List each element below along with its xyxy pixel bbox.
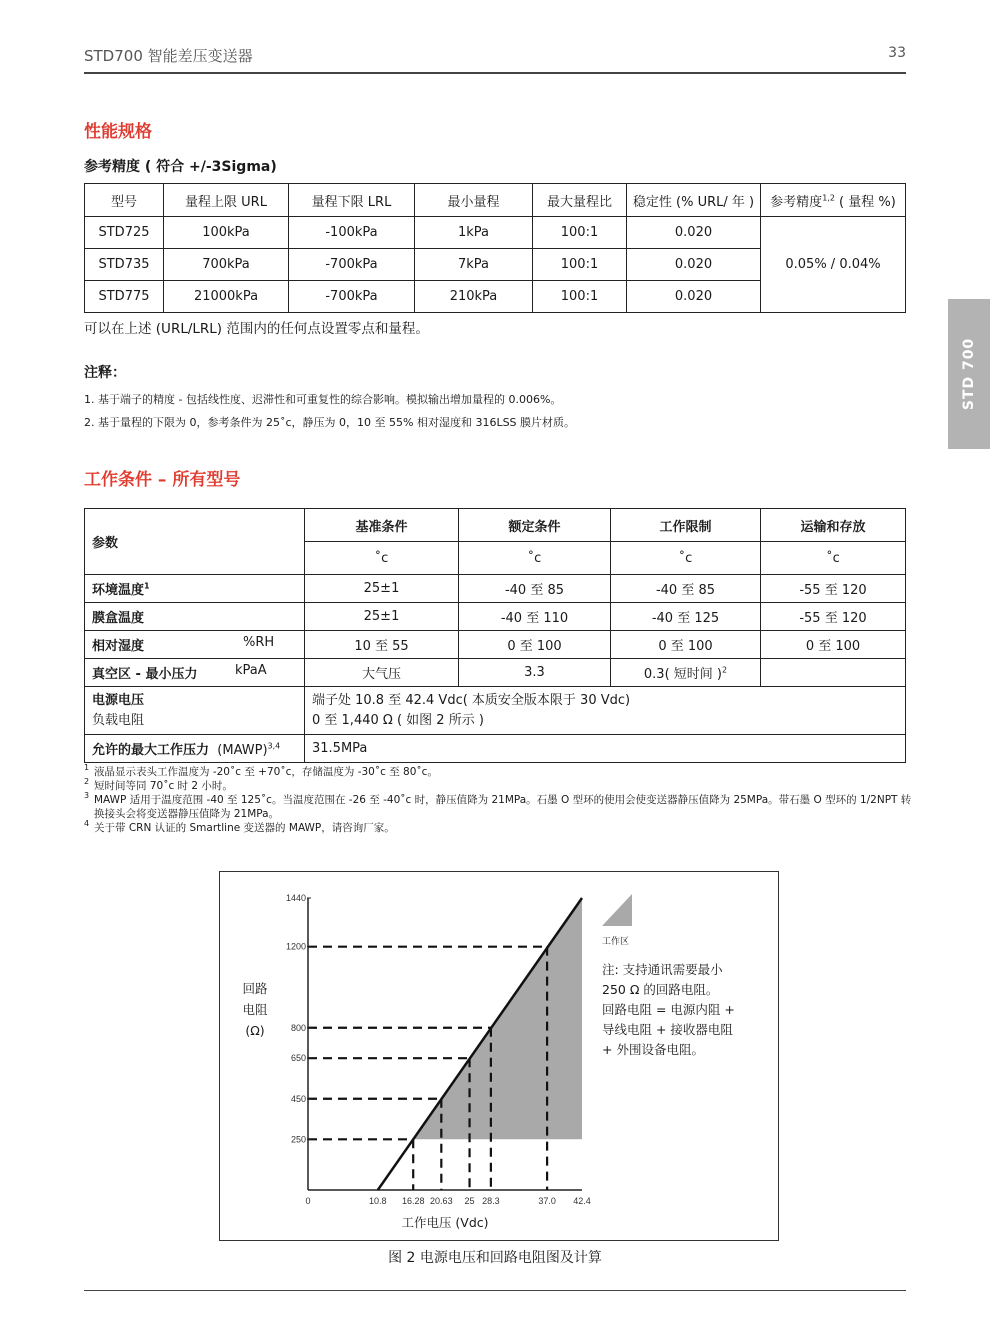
power-name-cell <box>85 687 305 735</box>
table-row <box>85 735 906 763</box>
chart-frame <box>219 871 779 1241</box>
table-cell: 100kPa <box>164 217 289 249</box>
spec-subtitle: 参考精度 ( 符合 +/-3Sigma) <box>84 159 277 175</box>
table-row <box>85 217 906 249</box>
table-cell: 25±1 <box>305 603 459 631</box>
footnote-number: 1 <box>84 763 90 772</box>
footnote-number: 4 <box>84 819 90 828</box>
ylabel-line: 电阻 <box>242 1002 268 1017</box>
param-name: 膜盒温度 <box>92 611 145 626</box>
footnote-text: 关于带 CRN 认证的 Smartline 变送器的 MAWP，请咨询厂家。 <box>94 822 395 834</box>
vacuum-limit: 0.3( 短时间 ) <box>643 667 722 682</box>
x-tick-label: 25 <box>464 1196 475 1206</box>
table-row <box>85 603 906 631</box>
param-sup: 1 <box>144 581 150 591</box>
table-cell: 21000kPa <box>164 281 289 313</box>
ylabel-line: 回路 <box>242 981 268 996</box>
chart-note <box>602 960 735 1060</box>
param-name-cell <box>85 631 305 659</box>
figure-caption: 图 2 电源电压和回路电阻图及计算 <box>388 1250 602 1266</box>
spec-col-header: 最小量程 <box>415 184 533 217</box>
x-tick-label: 37.0 <box>538 1196 556 1206</box>
table-cell: 700kPa <box>164 249 289 281</box>
header-title: STD700 智能差压变送器 <box>84 47 253 65</box>
table-cell: 0.020 <box>627 281 761 313</box>
table-cell: 0 至 100 <box>761 631 906 659</box>
legend-swatch <box>602 894 632 926</box>
x-tick-label: 42.4 <box>573 1196 591 1206</box>
param-unit: %RH <box>243 635 275 650</box>
header-divider <box>84 72 906 74</box>
page-number: 33 <box>888 45 906 61</box>
footnote <box>84 779 919 793</box>
spec-col-header: 稳定性 (% URL/ 年 ) <box>627 184 761 217</box>
footnote-text: MAWP 适用于温度范围 -40 至 125˚c。当温度范围在 -26 至 -40˚c 时，静压值降为 21MPa。石墨 O 型环的使用会使变送器静压值降为 25MPa。带石墨 O 型环的 1/2NPT 转换接头会将变送器静压值降为 21MPa。 <box>94 794 912 820</box>
table-cell: 0 至 100 <box>459 631 611 659</box>
table-cell: STD725 <box>85 217 164 249</box>
work-table <box>84 508 906 763</box>
y-tick-label: 1440 <box>285 893 306 903</box>
param-header: 参数 <box>85 509 305 575</box>
unit-cell: ˚c <box>761 542 906 575</box>
notes-title: 注释： <box>84 365 126 381</box>
chart-note-line: 注: 支持通讯需要最小 <box>602 962 723 977</box>
footnote <box>84 793 919 821</box>
param-name: 相对湿度 <box>92 639 145 654</box>
chart-ylabel <box>240 978 270 1041</box>
mawp-value: 31.5MPa <box>305 735 906 763</box>
y-tick-label: 250 <box>290 1134 306 1145</box>
param-name: 真空区 - 最小压力 <box>92 667 198 682</box>
load-value: 0 至 1,440 Ω ( 如图 2 所示 ) <box>312 712 484 728</box>
chart-note-line: 250 Ω 的回路电阻。 <box>602 982 719 997</box>
footer-divider <box>84 1290 906 1291</box>
table-row <box>85 631 906 659</box>
accuracy-header-unit: ( 量程 %) <box>834 194 896 210</box>
table-cell: 0 至 100 <box>611 631 761 659</box>
table-cell: 3.3 <box>459 659 611 687</box>
table-cell: -700kPa <box>289 249 415 281</box>
work-col-header: 工作限制 <box>611 509 761 542</box>
param-unit: kPaA <box>235 663 267 678</box>
power-value: 端子处 10.8 至 42.4 Vdc( 本质安全版本限于 30 Vdc) <box>312 692 631 708</box>
param-name-cell <box>85 603 305 631</box>
table-cell: 7kPa <box>415 249 533 281</box>
spec-col-header: 最大量程比 <box>533 184 627 217</box>
footnote-number: 2 <box>84 777 90 786</box>
unit-cell: ˚c <box>459 542 611 575</box>
load-label: 负载电阻 <box>92 712 145 728</box>
spec-table <box>84 183 906 313</box>
mawp-unit: (MAWP) <box>217 743 268 758</box>
work-col-header: 运输和存放 <box>761 509 906 542</box>
unit-cell: ˚c <box>305 542 459 575</box>
param-name-cell <box>85 659 305 687</box>
spec-col-header: 型号 <box>85 184 164 217</box>
table-cell: -700kPa <box>289 281 415 313</box>
note-item: 2. 基于量程的下限为 0，参考条件为 25˚c，静压为 0，10 至 55% 相对湿度和 316LSS 膜片材质。 <box>84 416 576 429</box>
table-cell: 100:1 <box>533 281 627 313</box>
spec-range-note: 可以在上述 (URL/LRL) 范围内的任何点设置零点和量程。 <box>84 321 429 337</box>
work-col-header: 额定条件 <box>459 509 611 542</box>
spec-section-title: 性能规格 <box>84 122 152 142</box>
table-cell: 0.020 <box>627 249 761 281</box>
table-row <box>85 575 906 603</box>
footnote <box>84 821 919 835</box>
table-cell: STD775 <box>85 281 164 313</box>
chart-note-line: + 外围设备电阻。 <box>602 1042 704 1057</box>
chart-note-line: 回路电阻 = 电源内阻 + <box>602 1002 735 1017</box>
spec-col-header-accuracy <box>761 184 906 217</box>
table-cell <box>611 659 761 687</box>
work-header-row <box>85 509 906 542</box>
spec-header-row <box>85 184 906 217</box>
note-item: 1. 基于端子的精度 - 包括线性度、迟滞性和可重复性的综合影响。模拟输出增加量程的 0.006%。 <box>84 393 562 406</box>
footnote-text: 短时间等同 70˚c 时 2 小时。 <box>94 780 233 792</box>
ylabel-line: (Ω) <box>245 1023 265 1038</box>
param-name-cell <box>85 575 305 603</box>
table-cell: -100kPa <box>289 217 415 249</box>
legend-label: 工作区 <box>602 937 630 947</box>
y-tick-label: 450 <box>290 1093 306 1104</box>
table-cell: 10 至 55 <box>305 631 459 659</box>
accuracy-header-sup: 1,2 <box>822 193 835 203</box>
table-cell: 0.020 <box>627 217 761 249</box>
mawp-name-cell <box>85 735 305 763</box>
vacuum-sup: 2 <box>722 665 728 675</box>
table-cell: -40 至 110 <box>459 603 611 631</box>
footnote-number: 3 <box>84 791 90 800</box>
x-tick-label: 16.28 <box>401 1196 425 1206</box>
table-cell: -40 至 125 <box>611 603 761 631</box>
power-value-cell <box>305 687 906 735</box>
table-cell <box>761 659 906 687</box>
unit-cell: ˚c <box>611 542 761 575</box>
y-tick-label: 650 <box>290 1053 306 1064</box>
work-section-title: 工作条件 – 所有型号 <box>84 470 241 490</box>
spec-col-header: 量程下限 LRL <box>289 184 415 217</box>
table-cell: 100:1 <box>533 217 627 249</box>
accuracy-header-text: 参考精度 <box>770 194 823 210</box>
x-tick-label: 0 <box>305 1196 311 1206</box>
footnotes <box>84 765 919 835</box>
table-cell: 210kPa <box>415 281 533 313</box>
x-tick-label: 28.3 <box>482 1196 500 1206</box>
table-cell: 1kPa <box>415 217 533 249</box>
table-cell: -40 至 85 <box>611 575 761 603</box>
x-tick-label: 10.8 <box>369 1196 387 1206</box>
table-row <box>85 659 906 687</box>
accuracy-value: 0.05% / 0.04% <box>761 217 906 313</box>
table-cell: -55 至 120 <box>761 575 906 603</box>
table-cell: -55 至 120 <box>761 603 906 631</box>
table-cell: -40 至 85 <box>459 575 611 603</box>
param-name: 环境温度 <box>92 583 145 598</box>
spec-col-header: 量程上限 URL <box>164 184 289 217</box>
table-cell: 大气压 <box>305 659 459 687</box>
work-col-header: 基准条件 <box>305 509 459 542</box>
chart-xlabel: 工作电压 (Vdc) <box>401 1215 489 1230</box>
chart-note-line: 导线电阻 + 接收器电阻 <box>602 1022 733 1037</box>
side-tab <box>948 299 990 449</box>
mawp-sup: 3,4 <box>267 741 281 751</box>
table-cell: 100:1 <box>533 249 627 281</box>
table-cell: 25±1 <box>305 575 459 603</box>
table-cell: STD735 <box>85 249 164 281</box>
footnote <box>84 765 919 779</box>
x-tick-label: 20.63 <box>430 1196 453 1206</box>
y-tick-label: 1200 <box>285 941 306 952</box>
mawp-label: 允许的最大工作压力 <box>92 743 210 758</box>
table-row <box>85 687 906 735</box>
y-tick-label: 800 <box>290 1022 306 1033</box>
footnote-text: 液晶显示表头工作温度为 -20˚c 至 +70˚c，存储温度为 -30˚c 至 80˚c。 <box>94 766 438 778</box>
power-label: 电源电压 <box>92 692 145 708</box>
side-tab-label: STD 700 <box>961 337 977 411</box>
